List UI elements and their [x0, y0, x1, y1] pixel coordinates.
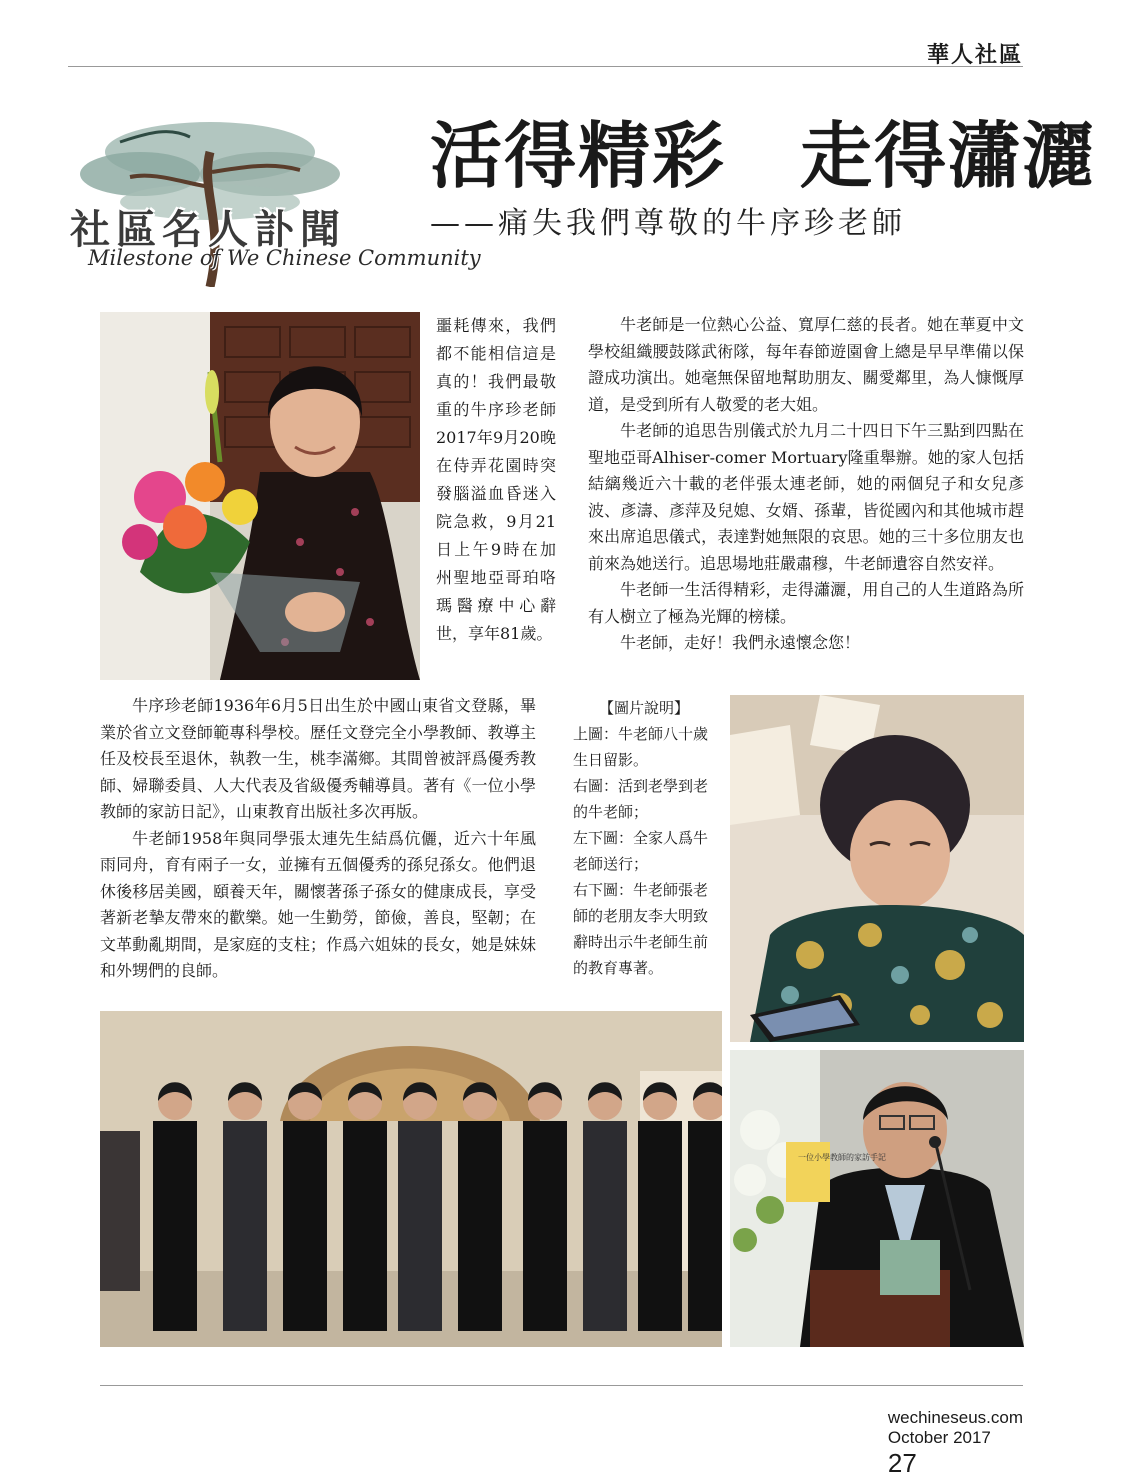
footer-page-number: 27 [887, 1448, 917, 1478]
person-figure [638, 1121, 682, 1331]
column-logo-title: 社區名人訃聞 [70, 206, 346, 253]
article-subheadline: ——痛失我們尊敬的牛序珍老師 [430, 206, 906, 241]
top-divider [68, 66, 1023, 67]
person-figure [398, 1121, 442, 1331]
caption-heading: 【圖片說明】 [598, 699, 689, 717]
person-figure [223, 1121, 267, 1331]
footer [879, 1390, 1023, 1479]
paragraph: 牛老師一生活得精彩，走得瀟灑，用自己的人生道路為所有人樹立了極為光輝的榜樣。 [588, 580, 1024, 626]
intro-paragraph: 噩耗傳來，我們都不能相信這是真的！我們最敬重的牛序珍老師2017年9月20晚在侍弄花園時突發腦溢血昏迷入院急救，9月21日上午9時在加州聖地亞哥珀咯瑪醫療中心辭世，享年81歲。 [436, 316, 556, 643]
person-figure [523, 1121, 567, 1331]
photo-birthday-portrait [100, 312, 420, 680]
footer-site: wechineseus.com [887, 1408, 1023, 1427]
paragraph: 牛老師1958年與同學張太連先生結爲伉儷，近六十年風雨同舟，育有兩子一女，並擁有五個優秀的孫兒孫女。他們退休後移居美國，頤養天年，關懷著孫子孫女的健康成長，享受著新老摯友帶來的歡樂。她一生勤勞，節儉，善良，堅韌；在文革動亂期間，是家庭的支柱；作爲六姐妹的長女，她是妹妹和外甥們的良師。 [100, 828, 536, 980]
person-figure [583, 1121, 627, 1331]
caption-line: 左下圖：全家人爲牛老師送行； [573, 829, 709, 873]
paragraph: 牛序珍老師1936年6月5日出生於中國山東省文登縣，畢業於省立文登師範專科學校。歷任文登完全小學教師、教導主任及校長至退休，執教一生，桃李滿鄉。其間曾被評爲優秀教師、婦聯委員、人大代表及省級優秀輔導員。著有《一位小學教師的家訪日記》，山東教育出版社多次再版。 [100, 696, 536, 821]
article-left-column [100, 693, 536, 985]
person-figure [688, 1121, 722, 1331]
book-cover-title: 一位小學教師的家訪手記 [798, 1153, 886, 1162]
column-logo-subtitle: Milestone of We Chinese Community [88, 246, 481, 270]
article-headline: 活得精彩 走得瀟灑 [430, 114, 1097, 198]
person-figure [153, 1121, 197, 1331]
photo-speaker-with-book [730, 1050, 1024, 1347]
bottom-divider [100, 1385, 1023, 1386]
person-figure [343, 1121, 387, 1331]
photo-family-group [100, 1011, 722, 1347]
footer-date: October 2017 [887, 1428, 991, 1447]
photo-captions [573, 695, 715, 981]
caption-line: 右圖：活到老學到老的牛老師； [573, 777, 709, 821]
article-right-column [588, 312, 1024, 657]
person-figure [283, 1121, 327, 1331]
caption-line: 右下圖：牛老師張老師的老朋友李大明致辭時出示牛老師生前的教育專著。 [573, 881, 709, 977]
paragraph: 牛老師是一位熱心公益、寬厚仁慈的長者。她在華夏中文學校組織腰鼓隊武術隊，每年春節遊園會上總是早早準備以保證成功演出。她毫無保留地幫助朋友、關愛鄰里，為人慷慨厚道，是受到所有人敬愛的老大姐。 [588, 315, 1024, 414]
paragraph: 牛老師，走好！我們永遠懷念您！ [620, 633, 861, 652]
photo-reading-tablet [730, 695, 1024, 1042]
person-figure [458, 1121, 502, 1331]
caption-line: 上圖：牛老師八十歲生日留影。 [573, 725, 709, 769]
paragraph: 牛老師的追思告別儀式於九月二十四日下午三點到四點在聖地亞哥Alhiser-comer Mortuary隆重舉辦。她的家人包括結縭幾近六十載的老伴張太連老師，她的兩個兒子和女兒彥波、彥濤、彥萍及兒媳、女婿、孫輩，皆從國內和其他城市趕來出席追思儀式，表達對她無限的哀思。她的三十多位朋友也前來為她送行。追思場地莊嚴肅穆，牛老師遺容自然安祥。 [588, 421, 1024, 573]
section-label: 華人社區 [926, 42, 1023, 68]
